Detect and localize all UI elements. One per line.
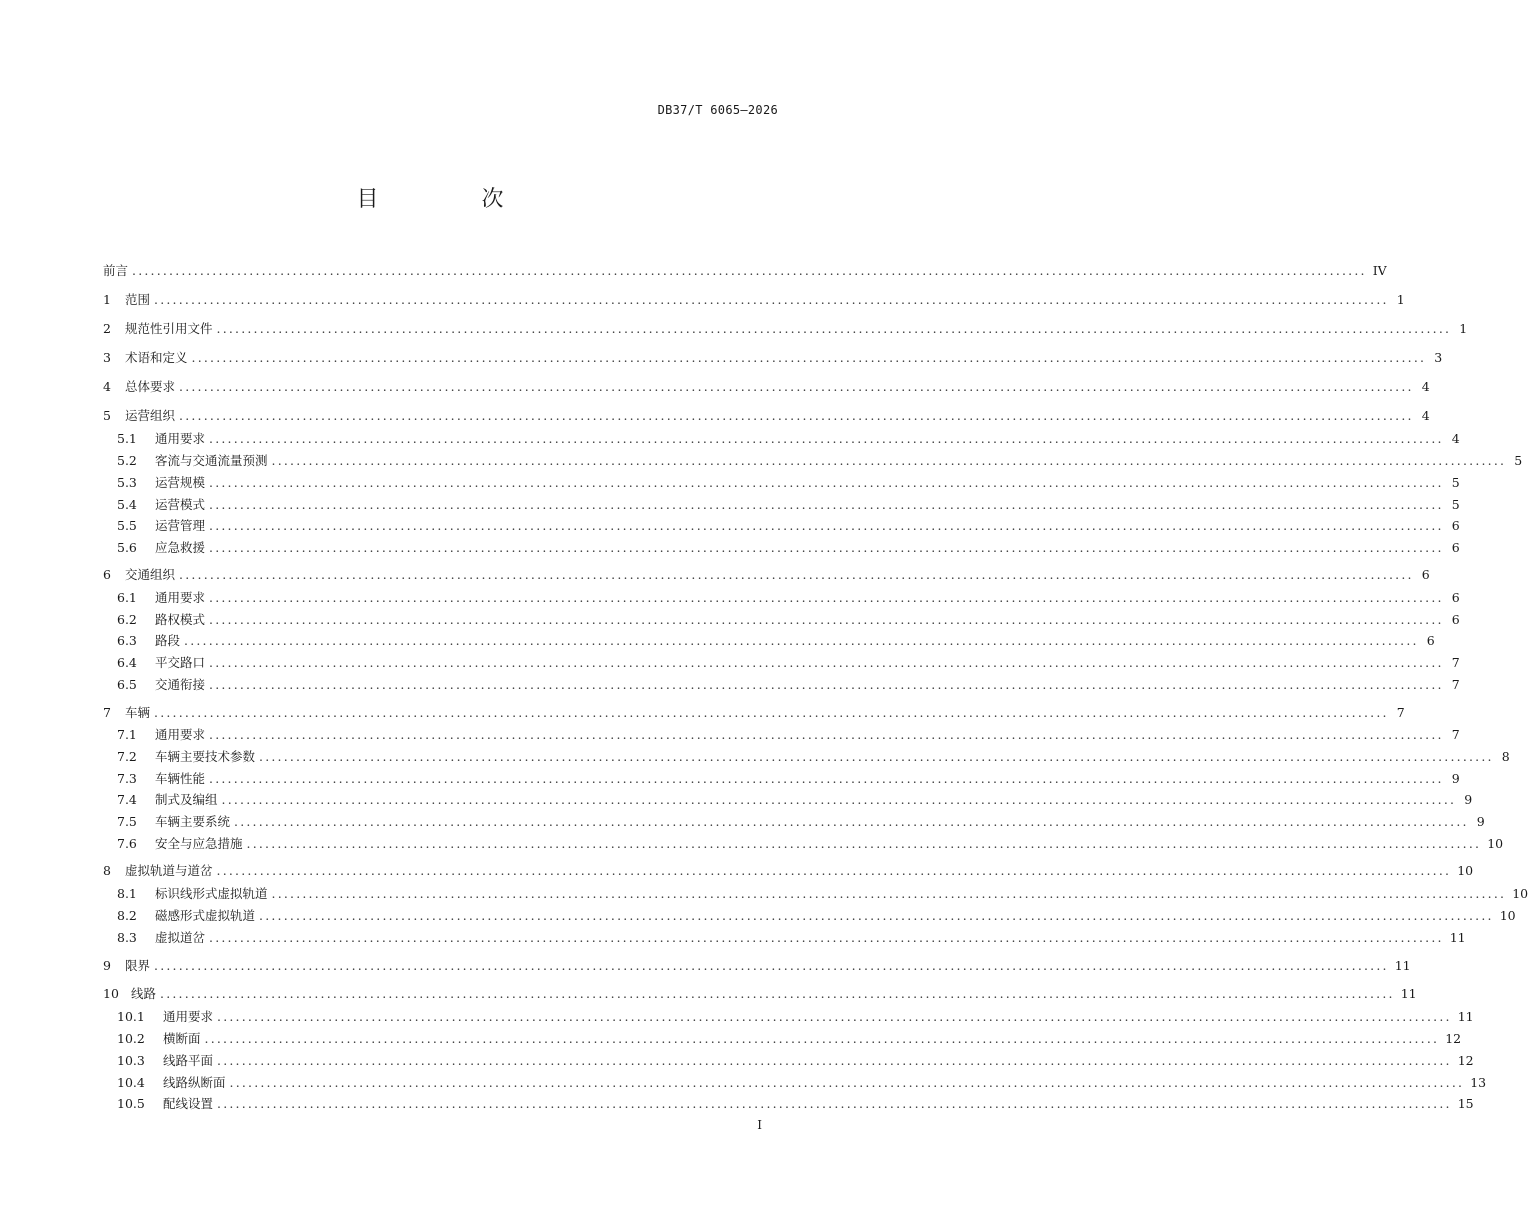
toc-dot-leader: ........................................................................................................................................................................................................ [209,518,1444,533]
toc-entry[interactable] [103,291,1405,309]
toc-entry[interactable] [117,474,1460,492]
toc-entry-page: 10 [1487,836,1504,851]
toc-dot-leader: ........................................................................................................................................................................................................ [209,677,1444,692]
toc-entry[interactable] [103,862,1474,880]
toc-dot-leader: ........................................................................................................................................................................................................ [234,814,1469,829]
toc-entry-label: 安全与应急措施 [155,836,243,851]
toc-entry-number: 6.2 [117,612,137,627]
toc-entry-page: 6 [1451,518,1460,533]
toc-entry[interactable] [103,957,1411,975]
toc-entry-number: 5.1 [117,431,137,446]
toc-entry-number: 8.3 [117,930,137,945]
toc-entry-page: 12 [1445,1031,1462,1046]
toc-entry-label: 交通衔接 [155,677,206,692]
toc-dot-leader: ........................................................................................................................................................................................................ [160,986,1395,1001]
toc-dot-leader: ........................................................................................................................................................................................................ [209,431,1444,446]
toc-entry-label: 线路 [131,986,157,1001]
toc-entry[interactable] [117,676,1460,694]
toc-entry-number: 6.4 [117,655,137,670]
toc-dot-leader: ........................................................................................................................................................................................................ [154,705,1389,720]
toc-entry[interactable] [117,907,1516,925]
toc-dot-leader: ........................................................................................................................................................................................................ [229,1075,1465,1090]
toc-entry-label: 应急救援 [155,540,206,555]
toc-entry[interactable] [103,349,1443,367]
toc-entry[interactable] [103,566,1430,584]
toc-entry-number: 7.1 [117,727,137,742]
toc-entry[interactable] [117,589,1460,607]
toc-entry-label: 范围 [125,292,151,307]
toc-entry-label: 前言 [103,263,129,278]
toc-entry-number: 1 [103,292,111,307]
toc-entry[interactable] [117,1030,1462,1048]
toc-entry-label: 配线设置 [163,1096,214,1111]
toc-entry-page: 4 [1421,379,1430,394]
toc-dot-leader: ........................................................................................................................................................................................................ [217,1053,1452,1068]
toc-dot-leader: ........................................................................................................................................................................................................ [209,771,1444,786]
toc-entry-label: 术语和定义 [125,350,188,365]
toc-entry-page: 7 [1451,655,1460,670]
toc-dot-leader: ........................................................................................................................................................................................................ [209,475,1444,490]
toc-entry-number: 7 [103,705,111,720]
toc-entry-number: 10.2 [117,1031,145,1046]
toc-entry-page: 10 [1499,908,1516,923]
toc-entry-label: 运营管理 [155,518,206,533]
toc-dot-leader: ........................................................................................................................................................................................................ [271,886,1507,901]
toc-entry-label: 虚拟轨道与道岔 [125,863,213,878]
toc-entry-number: 5.2 [117,453,137,468]
toc-entry-page: 10 [1512,886,1528,901]
toc-entry[interactable] [117,517,1460,535]
toc-dot-leader: ........................................................................................................................................................................................................ [216,321,1452,336]
toc-entry-label: 运营规模 [155,475,206,490]
toc-entry-page: 6 [1421,567,1430,582]
toc-entry-page: 6 [1451,540,1460,555]
toc-entry-label: 磁感形式虚拟轨道 [155,908,256,923]
toc-entry[interactable] [117,430,1460,448]
toc-entry-number: 9 [103,958,111,973]
toc-entry-number: 6.3 [117,633,137,648]
toc-dot-leader: ........................................................................................................................................................................................................ [271,453,1507,468]
toc-entry[interactable] [103,985,1417,1003]
toc-dot-leader: ........................................................................................................................................................................................................ [221,792,1457,807]
document-code: DB37/T 6065—2026 [657,103,778,117]
toc-entry[interactable] [117,632,1435,650]
toc-entry-page: 9 [1451,771,1460,786]
toc-entry-number: 7.2 [117,749,137,764]
toc-entry-page: 7 [1396,705,1405,720]
toc-dot-leader: ........................................................................................................................................................................................................ [209,930,1444,945]
toc-dot-leader: ........................................................................................................................................................................................................ [259,749,1494,764]
toc-entry-number: 5.4 [117,497,137,512]
toc-dot-leader: ........................................................................................................................................................................................................ [179,567,1414,582]
toc-entry-number: 5.5 [117,518,137,533]
toc-entry-label: 线路纵断面 [163,1075,226,1090]
toc-entry-number: 4 [103,379,111,394]
toc-entry-page: 12 [1457,1053,1474,1068]
toc-entry-page: 7 [1451,677,1460,692]
toc-entry-page: 11 [1394,958,1411,973]
toc-entry-label: 车辆 [125,705,151,720]
toc-entry-label: 制式及编组 [155,792,218,807]
toc-entry-page: 11 [1457,1009,1474,1024]
toc-entry[interactable] [117,835,1504,853]
toc-entry-number: 7.5 [117,814,137,829]
toc-dot-leader: ........................................................................................................................................................................................................ [259,908,1494,923]
toc-entry-page: 8 [1501,749,1510,764]
toc-entry-label: 车辆性能 [155,771,206,786]
toc-entry-page: 3 [1434,350,1443,365]
toc-dot-leader: ........................................................................................................................................................................................................ [184,633,1419,648]
toc-dot-leader: ........................................................................................................................................................................................................ [204,1031,1440,1046]
toc-entry-page: 1 [1459,321,1468,336]
toc-entry-page: 5 [1451,497,1460,512]
page-title: 目 次 [356,187,552,212]
toc-entry[interactable] [117,611,1460,629]
toc-entry-page: 5 [1451,475,1460,490]
toc-dot-leader: ........................................................................................................................................................................................................ [209,540,1444,555]
toc-dot-leader: ........................................................................................................................................................................................................ [217,1096,1452,1111]
toc-entry[interactable] [103,262,1387,280]
toc-entry-page: 1 [1396,292,1405,307]
toc-entry[interactable] [117,726,1460,744]
toc-entry-number: 10.3 [117,1053,145,1068]
toc-dot-leader: ........................................................................................................................................................................................................ [209,612,1444,627]
toc-entry[interactable] [117,791,1473,809]
toc-entry-page: 11 [1400,986,1417,1001]
toc-entry[interactable] [117,1095,1474,1113]
toc-entry-label: 规范性引用文件 [125,321,213,336]
toc-entry-page: 4 [1451,431,1460,446]
toc-dot-leader: ........................................................................................................................................................................................................ [132,263,1367,278]
toc-entry[interactable] [117,496,1460,514]
toc-dot-leader: ........................................................................................................................................................................................................ [209,727,1444,742]
toc-entry-label: 交通组织 [125,567,176,582]
page-number: I [757,1118,762,1132]
toc-entry-page: 13 [1470,1075,1487,1090]
toc-entry-label: 标识线形式虚拟轨道 [155,886,268,901]
toc-entry-number: 10.1 [117,1009,145,1024]
toc-entry-page: 7 [1451,727,1460,742]
toc-dot-leader: ........................................................................................................................................................................................................ [216,863,1452,878]
toc-entry-label: 横断面 [163,1031,201,1046]
toc-entry[interactable] [117,539,1460,557]
toc-entry-label: 通用要求 [163,1009,214,1024]
toc-entry[interactable] [117,885,1528,903]
toc-entry[interactable] [103,378,1430,396]
toc-entry-label: 总体要求 [125,379,176,394]
toc-dot-leader: ........................................................................................................................................................................................................ [154,958,1389,973]
toc-entry-label: 路权模式 [155,612,206,627]
toc-entry-number: 6.1 [117,590,137,605]
toc-entry-page: 15 [1457,1096,1474,1111]
toc-entry[interactable] [117,452,1523,470]
toc-entry[interactable] [117,929,1466,947]
toc-entry-number: 5 [103,408,111,423]
toc-entry-label: 车辆主要技术参数 [155,749,256,764]
toc-entry-number: 6 [103,567,111,582]
toc-entry-number: 7.3 [117,771,137,786]
toc-entry-page: 6 [1451,612,1460,627]
toc-dot-leader: ........................................................................................................................................................................................................ [209,655,1444,670]
toc-entry[interactable] [117,748,1510,766]
toc-entry[interactable] [117,1074,1487,1092]
toc-entry-label: 通用要求 [155,431,206,446]
toc-entry-number: 5.6 [117,540,137,555]
toc-entry-page: 6 [1426,633,1435,648]
toc-entry-label: 平交路口 [155,655,206,670]
toc-dot-leader: ........................................................................................................................................................................................................ [179,379,1414,394]
toc-entry-number: 10 [103,986,119,1001]
toc-entry-number: 7.4 [117,792,137,807]
toc-entry-label: 运营模式 [155,497,206,512]
toc-entry-page: 5 [1514,453,1523,468]
toc-entry-number: 8 [103,863,111,878]
toc-dot-leader: ........................................................................................................................................................................................................ [179,408,1414,423]
toc-entry-page: 11 [1449,930,1466,945]
toc-entry-number: 10.5 [117,1096,145,1111]
toc-entry[interactable] [117,1008,1474,1026]
toc-entry-page: IV [1372,263,1387,278]
toc-entry-label: 客流与交通流量预测 [155,453,268,468]
toc-entry-label: 运营组织 [125,408,176,423]
toc-entry[interactable] [117,654,1460,672]
toc-entry[interactable] [117,770,1460,788]
toc-dot-leader: ........................................................................................................................................................................................................ [154,292,1389,307]
toc-entry-number: 7.6 [117,836,137,851]
toc-entry[interactable] [117,1052,1474,1070]
toc-dot-leader: ........................................................................................................................................................................................................ [217,1009,1452,1024]
toc-entry-label: 路段 [155,633,181,648]
toc-entry-number: 10.4 [117,1075,145,1090]
toc-entry-page: 10 [1457,863,1474,878]
toc-entry-label: 通用要求 [155,727,206,742]
toc-entry-label: 通用要求 [155,590,206,605]
toc-entry[interactable] [103,704,1405,722]
toc-entry-number: 3 [103,350,111,365]
toc-entry-page: 6 [1451,590,1460,605]
toc-entry-number: 2 [103,321,111,336]
toc-entry-page: 4 [1421,408,1430,423]
toc-dot-leader: ........................................................................................................................................................................................................ [209,590,1444,605]
toc-entry-number: 5.3 [117,475,137,490]
toc-dot-leader: ........................................................................................................................................................................................................ [191,350,1427,365]
toc-entry-page: 9 [1476,814,1485,829]
toc-entry[interactable] [117,813,1485,831]
toc-entry-page: 9 [1464,792,1473,807]
toc-entry[interactable] [103,320,1468,338]
toc-entry-number: 8.2 [117,908,137,923]
toc-entry-number: 6.5 [117,677,137,692]
toc-dot-leader: ........................................................................................................................................................................................................ [246,836,1482,851]
toc-entry-label: 虚拟道岔 [155,930,206,945]
toc-dot-leader: ........................................................................................................................................................................................................ [209,497,1444,512]
toc-entry-number: 8.1 [117,886,137,901]
toc-entry[interactable] [103,407,1430,425]
toc-entry-label: 限界 [125,958,151,973]
toc-entry-label: 线路平面 [163,1053,214,1068]
toc-entry-label: 车辆主要系统 [155,814,231,829]
